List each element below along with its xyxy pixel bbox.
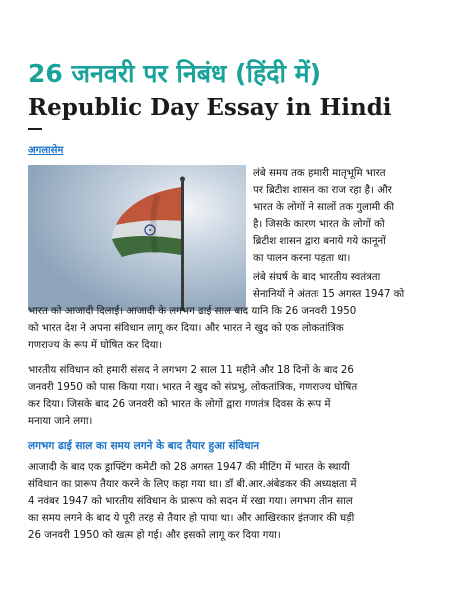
paragraph-independence-start: लंबे संघर्ष के बाद भारतीय स्वतंत्रता सेनानियों ने अंततः 15 अगस्त 1947 को: [253, 272, 405, 300]
paragraph-intro: लंबे समय तक हमारी मातृभूमि भारत पर ब्रिटीश शासन का राज रहा है। और भारत के लोगों ने सालों तक गुलामी की है। जिसके कारण भारत के लोगों को ब्रिटीश शासन द्वारा बनाये गये कानूनों का पालन करना पड़ता था।: [253, 168, 395, 264]
page-title-english: Republic Day Essay in Hindi: [28, 94, 392, 121]
paragraph-independence-cont: भारत को आजादी दिलाई। आजादी के लगभग ढाई साल बाद यानि कि 26 जनवरी 1950 को भारत देश ने अपना संविधान लागू कर दिया। और भारत ने खुद को एक लोकतांत्रिक गणराज्य के रूप में घोषित कर दिया।: [28, 306, 357, 351]
page-title-hindi: 26 जनवरी पर निबंध (हिंदी में): [28, 59, 322, 88]
flag-photo: [28, 165, 246, 311]
title-divider: [28, 128, 42, 130]
section-subheading: लगभग ढाई साल का समय लगने के बाद तैयार हुआ संविधान: [28, 440, 260, 452]
indian-flag-icon: [28, 165, 246, 311]
paragraph-constitution: भारतीय संविधान को हमारी संसद ने लगभग 2 साल 11 महीने और 18 दिनों के बाद 26 जनवरी 1950 को पास किया गया। भारत ने खुद को संप्रभु, लोकतांत्रिक, गणराज्य घोषित कर दिया। जिसके बाद 26 जनवरी को भारत के लोगों द्वारा गणतंत्र दिवस के रूप में मनाया जाने लगा।: [28, 365, 358, 427]
source-tag-link[interactable]: अगलासेम: [28, 145, 64, 156]
paragraph-drafting: आजादी के बाद एक ड्राफ्टिंग कमेटी को 28 अगस्त 1947 की मीटिंग में भारत के स्थायी संविधान का प्रारूप तैयार करने के लिए कहा गया था। डॉ बी.आर.अंबेडकर की अध्यक्षता में 4 नवंबर 1947 को भारतीय संविधान के प्रारूप को सदन में रखा गया। लगभग तीन साल का समय लगने के बाद ये पूरी तरह से तैयार हो पाया था। और आखिरकार इंतजार की घड़ी 26 जनवरी 1950 को खत्म हो गई। और इसको लागू कर दिया गया।: [28, 462, 357, 541]
